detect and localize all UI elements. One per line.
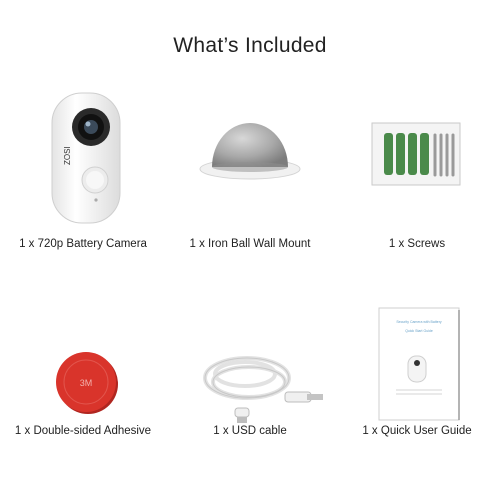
page-title: What’s Included	[173, 34, 327, 57]
item-camera	[0, 85, 166, 285]
adhesive-text: 3M	[79, 378, 93, 388]
item-label: 1 x Iron Ball Wall Mount	[189, 238, 311, 250]
camera-icon	[0, 85, 166, 235]
item-usb-cable	[167, 300, 333, 500]
screws-icon	[334, 85, 500, 235]
wall-mount-icon	[167, 85, 333, 235]
item-screws	[334, 85, 500, 285]
item-adhesive	[0, 300, 166, 500]
item-label: 1 x Quick User Guide	[362, 425, 472, 437]
item-wall-mount	[167, 85, 333, 285]
guide-heading: Security Camera with Battery	[396, 320, 442, 324]
item-label: 1 x USD cable	[213, 425, 287, 437]
item-label: 1 x Screws	[388, 238, 446, 250]
item-user-guide	[334, 300, 500, 500]
guide-subheading: Quick Start Guide	[405, 329, 433, 333]
item-label: 1 x 720p Battery Camera	[19, 238, 147, 250]
item-label: 1 x Double-sided Adhesive	[14, 425, 152, 437]
brand-label: ZOSI	[63, 146, 72, 165]
